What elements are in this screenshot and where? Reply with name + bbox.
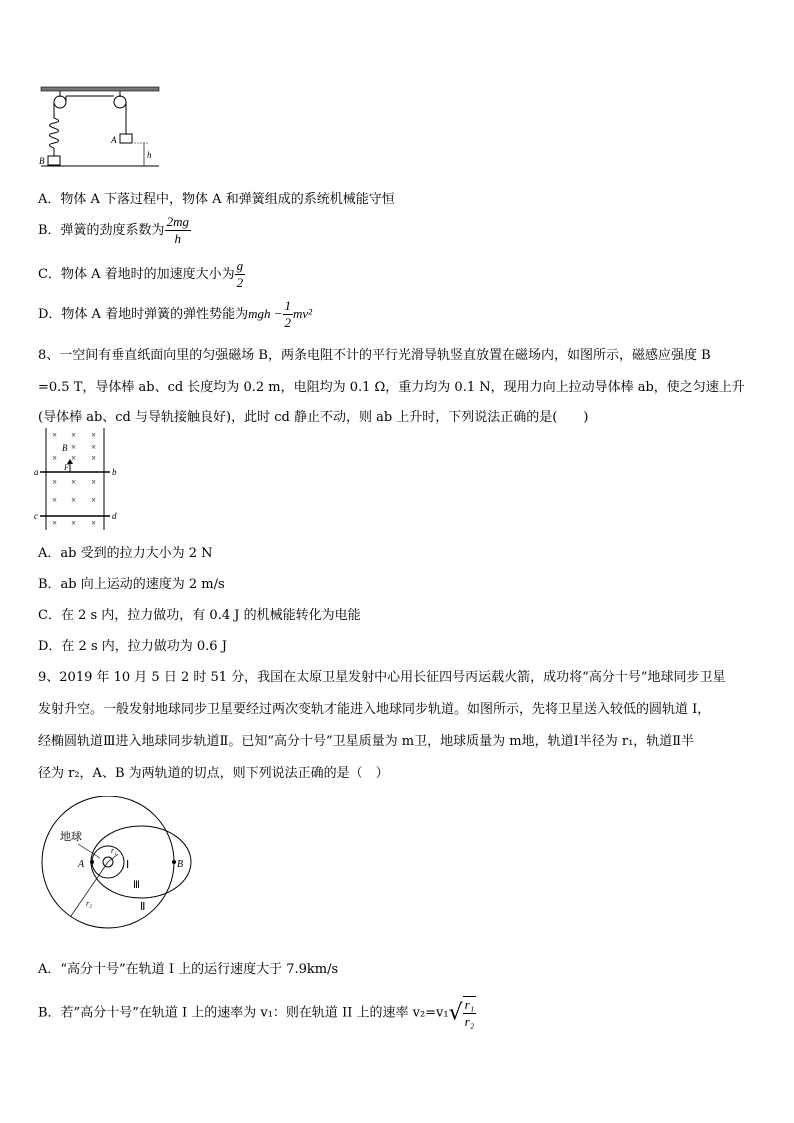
svg-text:×: × <box>91 430 97 440</box>
label-field-b: B <box>62 443 68 453</box>
label-a: A <box>111 135 117 145</box>
q8-option-b: B．ab 向上运动的速度为 2 m/s <box>38 577 225 592</box>
svg-text:×: × <box>52 477 58 487</box>
svg-text:×: × <box>71 442 77 452</box>
q8-option-d: D．在 2 s 内，拉力做功为 0.6 J <box>38 639 227 654</box>
svg-text:×: × <box>91 495 97 505</box>
label-h: h <box>147 150 152 160</box>
label-a: a <box>34 467 39 477</box>
q8-stem-line2: =0.5 T，导体棒 ab、cd 长度均为 0.2 m，电阻均为 0.1 Ω，重力均为 0.1 N，现用力向上拉动导体棒 ab，使之匀速上升 <box>38 380 745 395</box>
point-a: A <box>78 859 85 870</box>
svg-text:×: × <box>71 477 77 487</box>
q8-option-a: A．ab 受到的拉力大小为 2 N <box>38 546 213 561</box>
magnetic-rails-figure <box>34 428 124 532</box>
svg-text:×: × <box>71 495 77 505</box>
q9-stem-line1: 9、2019 年 10 月 5 日 2 时 51 分，我国在太原卫星发射中心用长征四号丙运载火箭，成功将“高分十号”地球同步卫星 <box>38 670 726 685</box>
q7-option-d: D．物体 A 着地时弹簧的弹性势能为mgh − $\frac{1}{2}$ mv² <box>38 298 313 330</box>
orbit-figure <box>38 796 198 930</box>
svg-text:×: × <box>91 453 97 463</box>
q8-stem-line3: (导体棒 ab、cd 与导轨接触良好)，此时 cd 静止不动，则 ab 上升时，下列说法正确的是( ) <box>38 410 589 425</box>
svg-text:×: × <box>71 430 77 440</box>
orbit-1-label: Ⅰ <box>126 859 130 871</box>
orbit-3-label: Ⅲ <box>133 880 140 891</box>
q7-option-a: A．物体 A 下落过程中，物体 A 和弹簧组成的系统机械能守恒 <box>38 192 395 207</box>
q9-stem-line4: 径为 r₂，A、B 为两轨道的切点，则下列说法正确的是（ ） <box>38 766 389 781</box>
svg-text:×: × <box>52 430 58 440</box>
label-b: b <box>112 467 117 477</box>
orbit-2-label: Ⅱ <box>140 901 146 913</box>
q7-option-b: B．弹簧的劲度系数为 $\frac{2mg}{h}$ <box>38 214 189 246</box>
q8-option-c: C．在 2 s 内，拉力做功，有 0.4 J 的机械能转化为电能 <box>38 608 361 623</box>
svg-text:×: × <box>91 518 97 528</box>
q7-option-c: C．物体 A 着地时的加速度大小为 $\frac{g}{2}$ <box>38 258 244 290</box>
pulley-spring-figure <box>36 82 166 172</box>
r1-label: r₁ <box>111 846 117 855</box>
svg-text:×: × <box>52 518 58 528</box>
q8-stem-line1: 8、一空间有垂直纸面向里的匀强磁场 B，两条电阻不计的平行光滑导轨竖直放置在磁场内，如图所示，磁感应强度 B <box>38 348 711 363</box>
svg-text:×: × <box>71 518 77 528</box>
point-b: B <box>177 859 184 870</box>
label-b: B <box>39 156 45 166</box>
r2-label: r₂ <box>86 899 92 908</box>
svg-text:×: × <box>91 477 97 487</box>
svg-text:×: × <box>52 453 58 463</box>
svg-text:×: × <box>71 453 77 463</box>
q9-option-a: A．“高分十号”在轨道 I 上的运行速度大于 7.9km/s <box>38 962 339 977</box>
q9-option-b: B．若”高分十号”在轨道 I 上的速率为 v₁：则在轨道 II 上的速率 v₂=v₁√ $\frac{\text{r₁}}{\text{r₂}}$ <box>38 997 475 1029</box>
svg-text:×: × <box>91 442 97 452</box>
label-force-f: F <box>64 463 69 472</box>
q9-stem-line2: 发射升空。一般发射地球同步卫星要经过两次变轨才能进入地球同步轨道。如图所示，先将卫星送入较低的圆轨道 I， <box>38 702 711 717</box>
label-d: d <box>112 511 117 521</box>
svg-text:×: × <box>52 495 58 505</box>
label-c: c <box>34 511 38 521</box>
q9-stem-line3: 经椭圆轨道Ⅲ进入地球同步轨道Ⅱ。已知“高分十号”卫星质量为 m卫，地球质量为 m地，轨道Ⅰ半径为 r₁，轨道Ⅱ半 <box>38 734 695 749</box>
field-crosses <box>52 430 96 528</box>
sqrt-sign: √ <box>448 1000 463 1026</box>
earth-label: 地球 <box>60 831 82 843</box>
